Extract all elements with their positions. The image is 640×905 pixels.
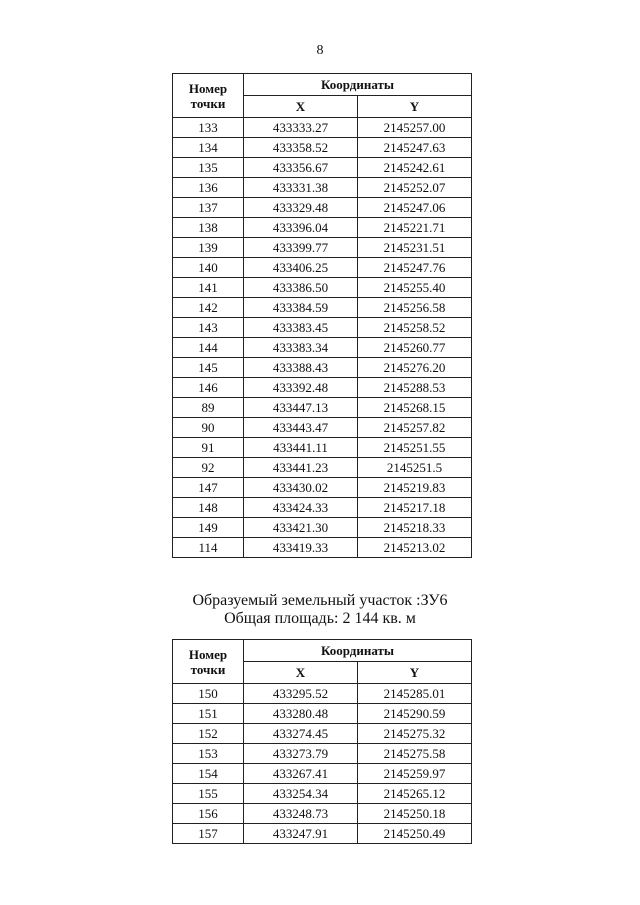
table-row bbox=[173, 684, 472, 704]
table-row bbox=[173, 458, 472, 478]
y-coordinate-cell: 2145285.01 bbox=[358, 684, 472, 704]
y-coordinate-cell: 2145257.82 bbox=[358, 418, 472, 438]
y-coordinate-cell: 2145275.58 bbox=[358, 744, 472, 764]
table-row bbox=[173, 538, 472, 558]
table-row bbox=[173, 704, 472, 724]
point-number-cell: 150 bbox=[173, 684, 244, 704]
y-coordinate-cell: 2145257.00 bbox=[358, 118, 472, 138]
y-coordinate-cell: 2145276.20 bbox=[358, 358, 472, 378]
y-coordinate-cell: 2145275.32 bbox=[358, 724, 472, 744]
y-column-header: Y bbox=[358, 96, 472, 118]
x-coordinate-cell: 433392.48 bbox=[244, 378, 358, 398]
y-coordinate-cell: 2145251.55 bbox=[358, 438, 472, 458]
x-coordinate-cell: 433356.67 bbox=[244, 158, 358, 178]
y-coordinate-cell: 2145251.5 bbox=[358, 458, 472, 478]
x-column-header: X bbox=[244, 662, 358, 684]
point-number-cell: 90 bbox=[173, 418, 244, 438]
point-number-header: Номер точки bbox=[173, 640, 244, 684]
page-number: 8 bbox=[316, 43, 324, 58]
x-coordinate-cell: 433386.50 bbox=[244, 278, 358, 298]
point-number-cell: 146 bbox=[173, 378, 244, 398]
point-number-cell: 137 bbox=[173, 198, 244, 218]
x-column-header: X bbox=[244, 96, 358, 118]
y-coordinate-cell: 2145217.18 bbox=[358, 498, 472, 518]
y-coordinate-cell: 2145247.63 bbox=[358, 138, 472, 158]
x-coordinate-cell: 433273.79 bbox=[244, 744, 358, 764]
y-column-header: Y bbox=[358, 662, 472, 684]
point-number-cell: 145 bbox=[173, 358, 244, 378]
y-coordinate-cell: 2145250.18 bbox=[358, 804, 472, 824]
point-number-cell: 144 bbox=[173, 338, 244, 358]
point-number-cell: 153 bbox=[173, 744, 244, 764]
table-row bbox=[173, 298, 472, 318]
table-row bbox=[173, 118, 472, 138]
table-row bbox=[173, 158, 472, 178]
point-number-cell: 142 bbox=[173, 298, 244, 318]
y-coordinate-cell: 2145265.12 bbox=[358, 784, 472, 804]
point-number-cell: 152 bbox=[173, 724, 244, 744]
x-coordinate-cell: 433441.11 bbox=[244, 438, 358, 458]
x-coordinate-cell: 433447.13 bbox=[244, 398, 358, 418]
table-row bbox=[173, 238, 472, 258]
table-row bbox=[173, 744, 472, 764]
y-coordinate-cell: 2145258.52 bbox=[358, 318, 472, 338]
point-number-cell: 92 bbox=[173, 458, 244, 478]
point-number-cell: 138 bbox=[173, 218, 244, 238]
land-plot-area: Общая площадь: 2 144 кв. м bbox=[224, 610, 416, 627]
point-number-cell: 157 bbox=[173, 824, 244, 844]
y-coordinate-cell: 2145260.77 bbox=[358, 338, 472, 358]
x-coordinate-cell: 433396.04 bbox=[244, 218, 358, 238]
x-coordinate-cell: 433424.33 bbox=[244, 498, 358, 518]
table-row bbox=[173, 478, 472, 498]
point-number-cell: 141 bbox=[173, 278, 244, 298]
table-row bbox=[173, 318, 472, 338]
x-coordinate-cell: 433419.33 bbox=[244, 538, 358, 558]
x-coordinate-cell: 433254.34 bbox=[244, 784, 358, 804]
table-row bbox=[173, 358, 472, 378]
coordinates-header: Координаты bbox=[244, 640, 472, 662]
table-row bbox=[173, 178, 472, 198]
x-coordinate-cell: 433383.45 bbox=[244, 318, 358, 338]
point-number-cell: 134 bbox=[173, 138, 244, 158]
point-number-cell: 139 bbox=[173, 238, 244, 258]
x-coordinate-cell: 433331.38 bbox=[244, 178, 358, 198]
table-row bbox=[173, 518, 472, 538]
y-coordinate-cell: 2145288.53 bbox=[358, 378, 472, 398]
point-number-cell: 147 bbox=[173, 478, 244, 498]
point-number-cell: 89 bbox=[173, 398, 244, 418]
x-coordinate-cell: 433430.02 bbox=[244, 478, 358, 498]
table-row bbox=[173, 198, 472, 218]
land-plot-title: Образуемый земельный участок :ЗУ6 bbox=[192, 592, 448, 609]
table-row bbox=[173, 498, 472, 518]
coordinates-table bbox=[172, 73, 472, 558]
point-number-cell: 133 bbox=[173, 118, 244, 138]
table-row bbox=[173, 138, 472, 158]
table-row bbox=[173, 724, 472, 744]
x-coordinate-cell: 433267.41 bbox=[244, 764, 358, 784]
coordinates-table-2-body bbox=[173, 684, 472, 844]
y-coordinate-cell: 2145242.61 bbox=[358, 158, 472, 178]
table-row bbox=[173, 378, 472, 398]
x-coordinate-cell: 433384.59 bbox=[244, 298, 358, 318]
coordinates-table-body bbox=[173, 118, 472, 558]
y-coordinate-cell: 2145259.97 bbox=[358, 764, 472, 784]
y-coordinate-cell: 2145256.58 bbox=[358, 298, 472, 318]
x-coordinate-cell: 433274.45 bbox=[244, 724, 358, 744]
y-coordinate-cell: 2145250.49 bbox=[358, 824, 472, 844]
point-number-cell: 149 bbox=[173, 518, 244, 538]
y-coordinate-cell: 2145218.33 bbox=[358, 518, 472, 538]
y-coordinate-cell: 2145268.15 bbox=[358, 398, 472, 418]
point-number-cell: 114 bbox=[173, 538, 244, 558]
x-coordinate-cell: 433295.52 bbox=[244, 684, 358, 704]
x-coordinate-cell: 433247.91 bbox=[244, 824, 358, 844]
x-coordinate-cell: 433333.27 bbox=[244, 118, 358, 138]
table-row bbox=[173, 258, 472, 278]
x-coordinate-cell: 433248.73 bbox=[244, 804, 358, 824]
point-number-cell: 151 bbox=[173, 704, 244, 724]
point-number-cell: 156 bbox=[173, 804, 244, 824]
x-coordinate-cell: 433280.48 bbox=[244, 704, 358, 724]
x-coordinate-cell: 433421.30 bbox=[244, 518, 358, 538]
y-coordinate-cell: 2145247.76 bbox=[358, 258, 472, 278]
point-number-cell: 135 bbox=[173, 158, 244, 178]
point-number-cell: 148 bbox=[173, 498, 244, 518]
y-coordinate-cell: 2145213.02 bbox=[358, 538, 472, 558]
y-coordinate-cell: 2145221.71 bbox=[358, 218, 472, 238]
table-row bbox=[173, 804, 472, 824]
x-coordinate-cell: 433441.23 bbox=[244, 458, 358, 478]
table-row bbox=[173, 338, 472, 358]
y-coordinate-cell: 2145219.83 bbox=[358, 478, 472, 498]
table-row bbox=[173, 218, 472, 238]
x-coordinate-cell: 433329.48 bbox=[244, 198, 358, 218]
coordinates-header: Координаты bbox=[244, 74, 472, 96]
table-row bbox=[173, 764, 472, 784]
coordinates-table-2 bbox=[172, 639, 472, 844]
y-coordinate-cell: 2145247.06 bbox=[358, 198, 472, 218]
y-coordinate-cell: 2145255.40 bbox=[358, 278, 472, 298]
table-row bbox=[173, 438, 472, 458]
x-coordinate-cell: 433383.34 bbox=[244, 338, 358, 358]
point-number-cell: 143 bbox=[173, 318, 244, 338]
x-coordinate-cell: 433399.77 bbox=[244, 238, 358, 258]
table-row bbox=[173, 824, 472, 844]
point-number-cell: 154 bbox=[173, 764, 244, 784]
point-number-cell: 136 bbox=[173, 178, 244, 198]
table-row bbox=[173, 784, 472, 804]
y-coordinate-cell: 2145252.07 bbox=[358, 178, 472, 198]
point-number-cell: 91 bbox=[173, 438, 244, 458]
x-coordinate-cell: 433406.25 bbox=[244, 258, 358, 278]
table-row bbox=[173, 418, 472, 438]
x-coordinate-cell: 433358.52 bbox=[244, 138, 358, 158]
point-number-cell: 140 bbox=[173, 258, 244, 278]
table-row bbox=[173, 278, 472, 298]
x-coordinate-cell: 433443.47 bbox=[244, 418, 358, 438]
x-coordinate-cell: 433388.43 bbox=[244, 358, 358, 378]
y-coordinate-cell: 2145231.51 bbox=[358, 238, 472, 258]
point-number-cell: 155 bbox=[173, 784, 244, 804]
y-coordinate-cell: 2145290.59 bbox=[358, 704, 472, 724]
point-number-header: Номер точки bbox=[173, 74, 244, 118]
table-row bbox=[173, 398, 472, 418]
